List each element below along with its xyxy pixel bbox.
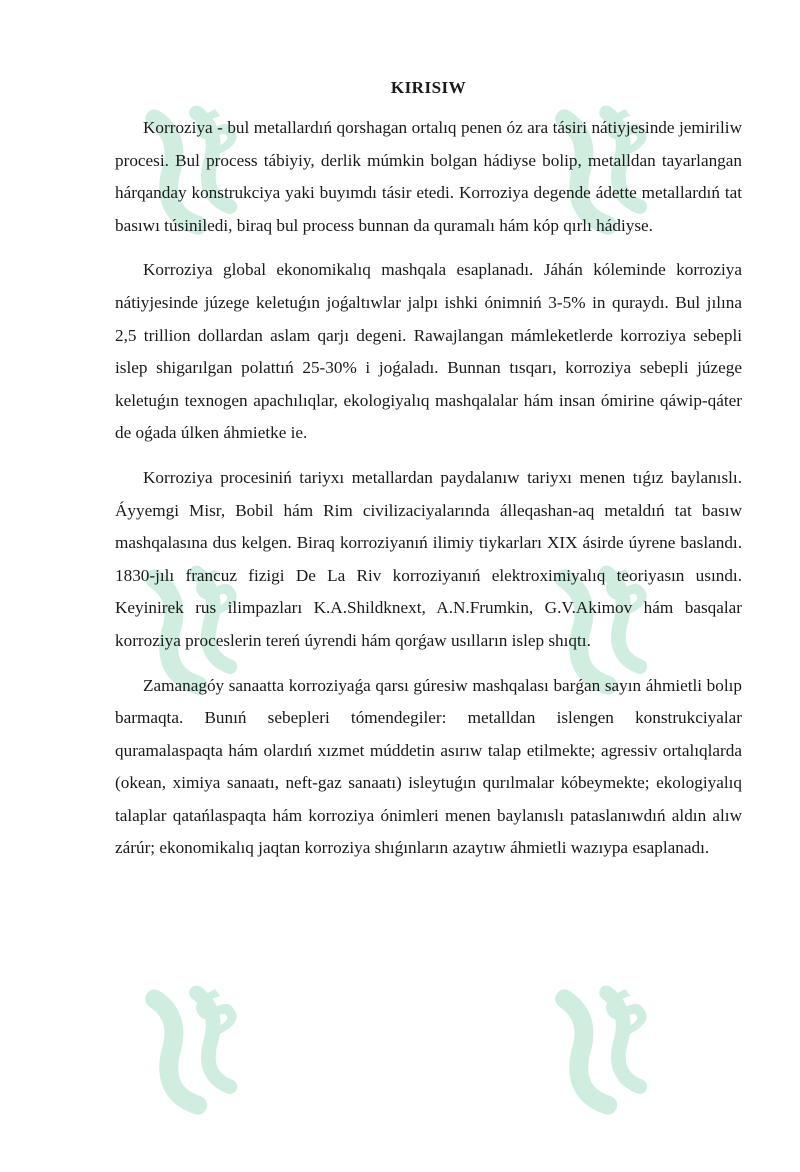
svg-text:S: S bbox=[181, 95, 253, 170]
section-title: KIRISIW bbox=[390, 78, 467, 97]
paragraph: Korroziya - bul metallardıń qorshagan ortalıq penen óz ara tásiri nátiyjesinde jemiriliw procesi. Bul process tábiyiy, derlik múmkin bolgan hádiyse bolip, metalldan tayarlangan hárqanday konstrukciya yaki buyımdı tásir etedi. Korroziya degende ádette metallardıń tat basıwı túsiniledi, biraq bul process bunnan da quramalı hám kóp qırlı hádiyse. bbox=[115, 118, 742, 235]
paragraph: Zamanagóy sanaatta korroziyaǵa qarsı gúresiw mashqalası barǵan sayın áhmietli bolıp barmaqta. Bunıń sebepleri tómendegiler: metalldan islengen konstrukciyalar quramalaspaqta hám olardıń xızmet múddetin asırıw talap etilmekte; agressiv ortalıqlarda (okean, ximiya sanaatı, neft-gaz sanaatı) isleytuǵın qurılmalar kóbeymekte; ekologiyalıq talaplar qatańlaspaqta hám korroziya ónimleri menen baylanıslı pataslanıwdıń aldın alıw zárúr; ekonomikalıq jaqtan korroziya shıǵınların azaytıw áhmietli wazıypa esaplanadı. bbox=[115, 675, 742, 858]
document-page bbox=[115, 78, 742, 877]
paragraph: Korroziya procesiniń tariyxı metallardan paydalanıw tariyxı menen tıǵız baylanıslı. Áyyemgi Misr, Bobil hám Rim civilizaciyalarında álleqashan-aq metaldıń tat basıw mashqalasına dus kelgen. Biraq korroziyanıń ilimiy tiykarları XIX ásirde úyrene baslandı. 1830-jılı francuz fizigi De La Riv korroziyanıń elektroximiyalıq teoriyasın usındı. Keyinirek rus ilimpazları K.A.Shildknext, A.N.Frumkin, G.V.Akimov hám basqalar korroziya proceslerin tereń úyrendi hám qorǵaw usılların islep shıqtı. bbox=[115, 467, 742, 650]
soff-watermark-logo bbox=[68, 878, 363, 1172]
svg-text:S: S bbox=[591, 975, 663, 1050]
svg-text:S: S bbox=[591, 555, 663, 630]
svg-text:S: S bbox=[181, 975, 253, 1050]
svg-text:S: S bbox=[181, 555, 253, 630]
svg-text:S: S bbox=[591, 95, 663, 170]
paragraph: Korroziya global ekonomikalıq mashqala esaplanadı. Jáhán kóleminde korroziya nátiyjesinde júzege keletuǵın joǵaltıwlar jalpı ishki ónimniń 3-5% in quraydı. Bul jılına 2,5 trillion dollardan aslam qarjı degeni. Rawajlangan mámleketlerde korroziya sebepli islep shigarılgan polattıń 25-30% i joǵaladı. Bunnan tısqarı, korroziya sebepli júzege keletuǵın texnogen apachılıqlar, ekologiyalıq mashqalalar hám insan ómirine qáwip-qáter de oǵada úlken áhmietke ie. bbox=[115, 260, 742, 443]
soff-watermark-logo bbox=[478, 878, 773, 1172]
